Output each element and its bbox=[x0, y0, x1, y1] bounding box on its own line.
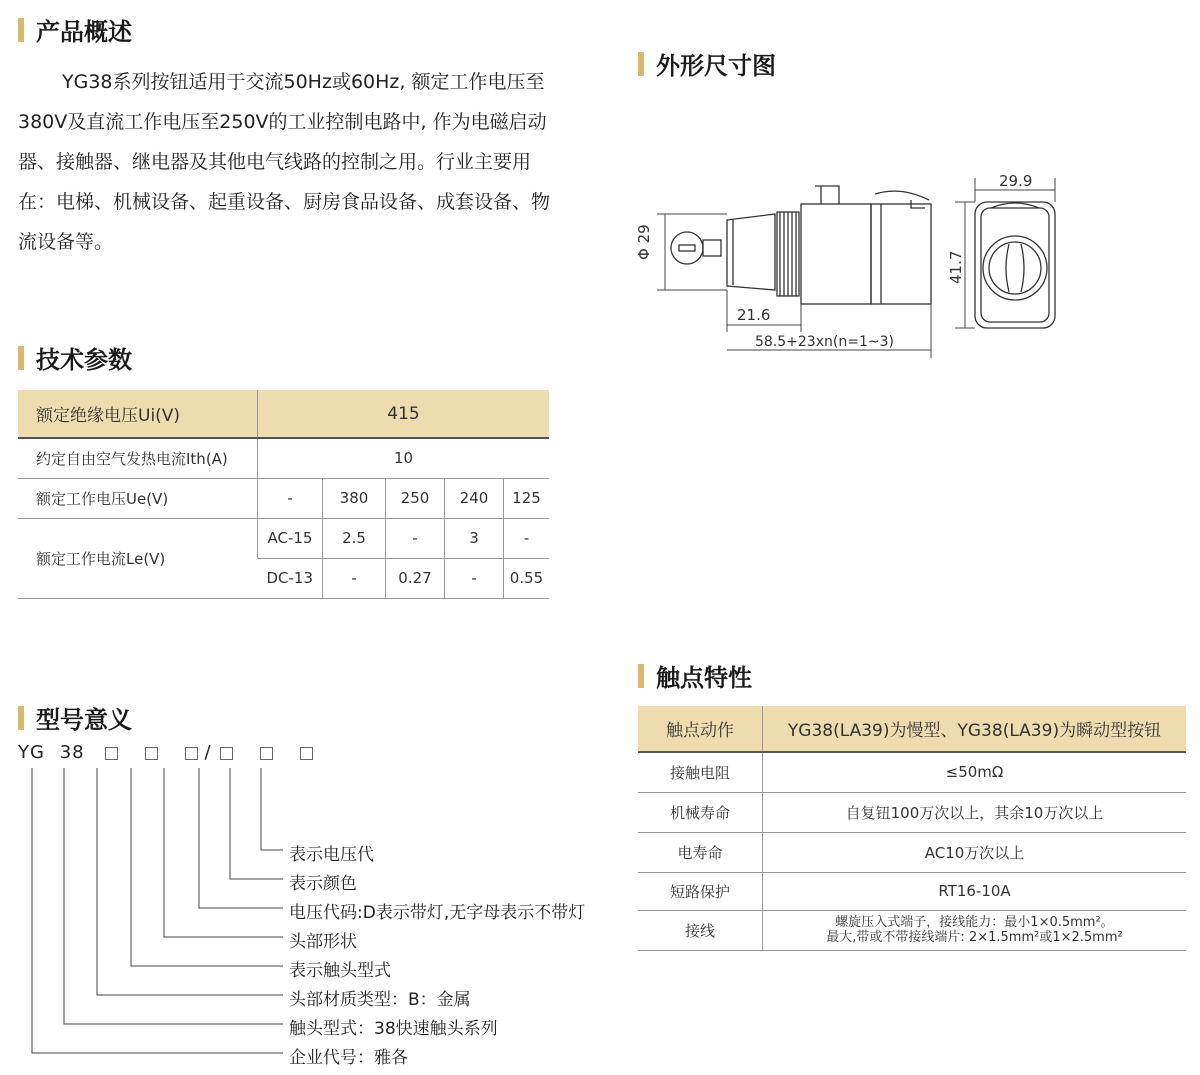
heading-text: 外形尺寸图 bbox=[656, 52, 776, 80]
heading-text: 产品概述 bbox=[36, 18, 132, 46]
model-prefix: YG bbox=[18, 742, 45, 763]
legend-item: 头部材质类型：B：金属 bbox=[289, 990, 471, 1010]
param-value: 0.27 bbox=[386, 558, 445, 598]
dim-29-9: 29.9 bbox=[999, 172, 1033, 190]
dim-58: 58.5+23xn(n=1~3) bbox=[755, 334, 894, 350]
param-value: 10 bbox=[258, 438, 550, 478]
model-series: 38 bbox=[59, 742, 85, 763]
contact-value: RT16-10A bbox=[763, 872, 1187, 910]
legend-item: 表示颜色 bbox=[289, 874, 357, 894]
param-value: 250 bbox=[386, 478, 445, 518]
param-label: 约定自由空气发热电流Ith(A) bbox=[18, 438, 258, 478]
param-value: 125 bbox=[504, 478, 550, 518]
param-value: 2.5 bbox=[323, 518, 386, 558]
legend-item: 电压代码:D表示带灯,无字母表示不带灯 bbox=[289, 903, 586, 923]
param-value: - bbox=[258, 478, 323, 518]
param-value: 415 bbox=[258, 390, 550, 438]
param-value: - bbox=[323, 558, 386, 598]
contact-value: ≤50mΩ bbox=[763, 752, 1187, 792]
contact-label: 触点动作 bbox=[638, 706, 763, 752]
legend-item: 表示电压代 bbox=[289, 845, 374, 865]
param-value: - bbox=[386, 518, 445, 558]
param-value: 0.55 bbox=[504, 558, 550, 598]
dim-21: 21.6 bbox=[737, 306, 771, 324]
wiring-line-2: 最大,带或不带接线端片: 2×1.5mm²或1×2.5mm² bbox=[826, 930, 1123, 945]
param-label: 额定工作电流Le(V) bbox=[18, 518, 258, 598]
param-value: - bbox=[504, 518, 550, 558]
param-sublabel: AC-15 bbox=[258, 518, 323, 558]
heading-text: 技术参数 bbox=[36, 346, 132, 374]
contact-label: 接线 bbox=[638, 910, 763, 950]
dim-41-7: 41.7 bbox=[947, 250, 965, 284]
contact-value: YG38(LA39)为慢型、YG38(LA39)为瞬动型按钮 bbox=[763, 706, 1187, 752]
legend-item: 表示触头型式 bbox=[289, 961, 391, 981]
param-value: 380 bbox=[323, 478, 386, 518]
legend-item: 触头型式：38快速触头系列 bbox=[289, 1019, 498, 1039]
dim-diameter: Φ 29 bbox=[635, 224, 653, 260]
legend-item: 企业代号：雅各 bbox=[289, 1048, 408, 1068]
param-value: 240 bbox=[445, 478, 504, 518]
wiring-line-1: 螺旋压入式端子，接线能力：最小1×0.5mm²。 bbox=[835, 915, 1114, 930]
overview-paragraph: YG38系列按钮适用于交流50Hz或60Hz, 额定工作电压至380V及直流工作电压至250V的工业控制电路中, 作为电磁启动器、接触器、继电器及其他电气线路的控制之用。行业主要用在：电梯、机械设备、起重设备、厨房食品设备、成套设备、物流设备等。 bbox=[18, 71, 551, 253]
param-label: 额定工作电压Ue(V) bbox=[18, 478, 258, 518]
param-value: - bbox=[445, 558, 504, 598]
param-label: 额定绝缘电压Ui(V) bbox=[18, 390, 258, 438]
contact-label: 机械寿命 bbox=[638, 792, 763, 832]
param-value: 3 bbox=[445, 518, 504, 558]
contact-label: 接触电阻 bbox=[638, 752, 763, 792]
param-sublabel: DC-13 bbox=[258, 558, 323, 598]
contact-label: 短路保护 bbox=[638, 872, 763, 910]
heading-text: 触点特性 bbox=[656, 664, 752, 692]
model-slash: / bbox=[204, 742, 212, 763]
legend-item: 头部形状 bbox=[289, 932, 357, 952]
contact-value: AC10万次以上 bbox=[763, 832, 1187, 872]
contact-value: 自复钮100万次以上，其余10万次以上 bbox=[763, 792, 1187, 832]
heading-text: 型号意义 bbox=[36, 706, 132, 734]
contact-label: 电寿命 bbox=[638, 832, 763, 872]
